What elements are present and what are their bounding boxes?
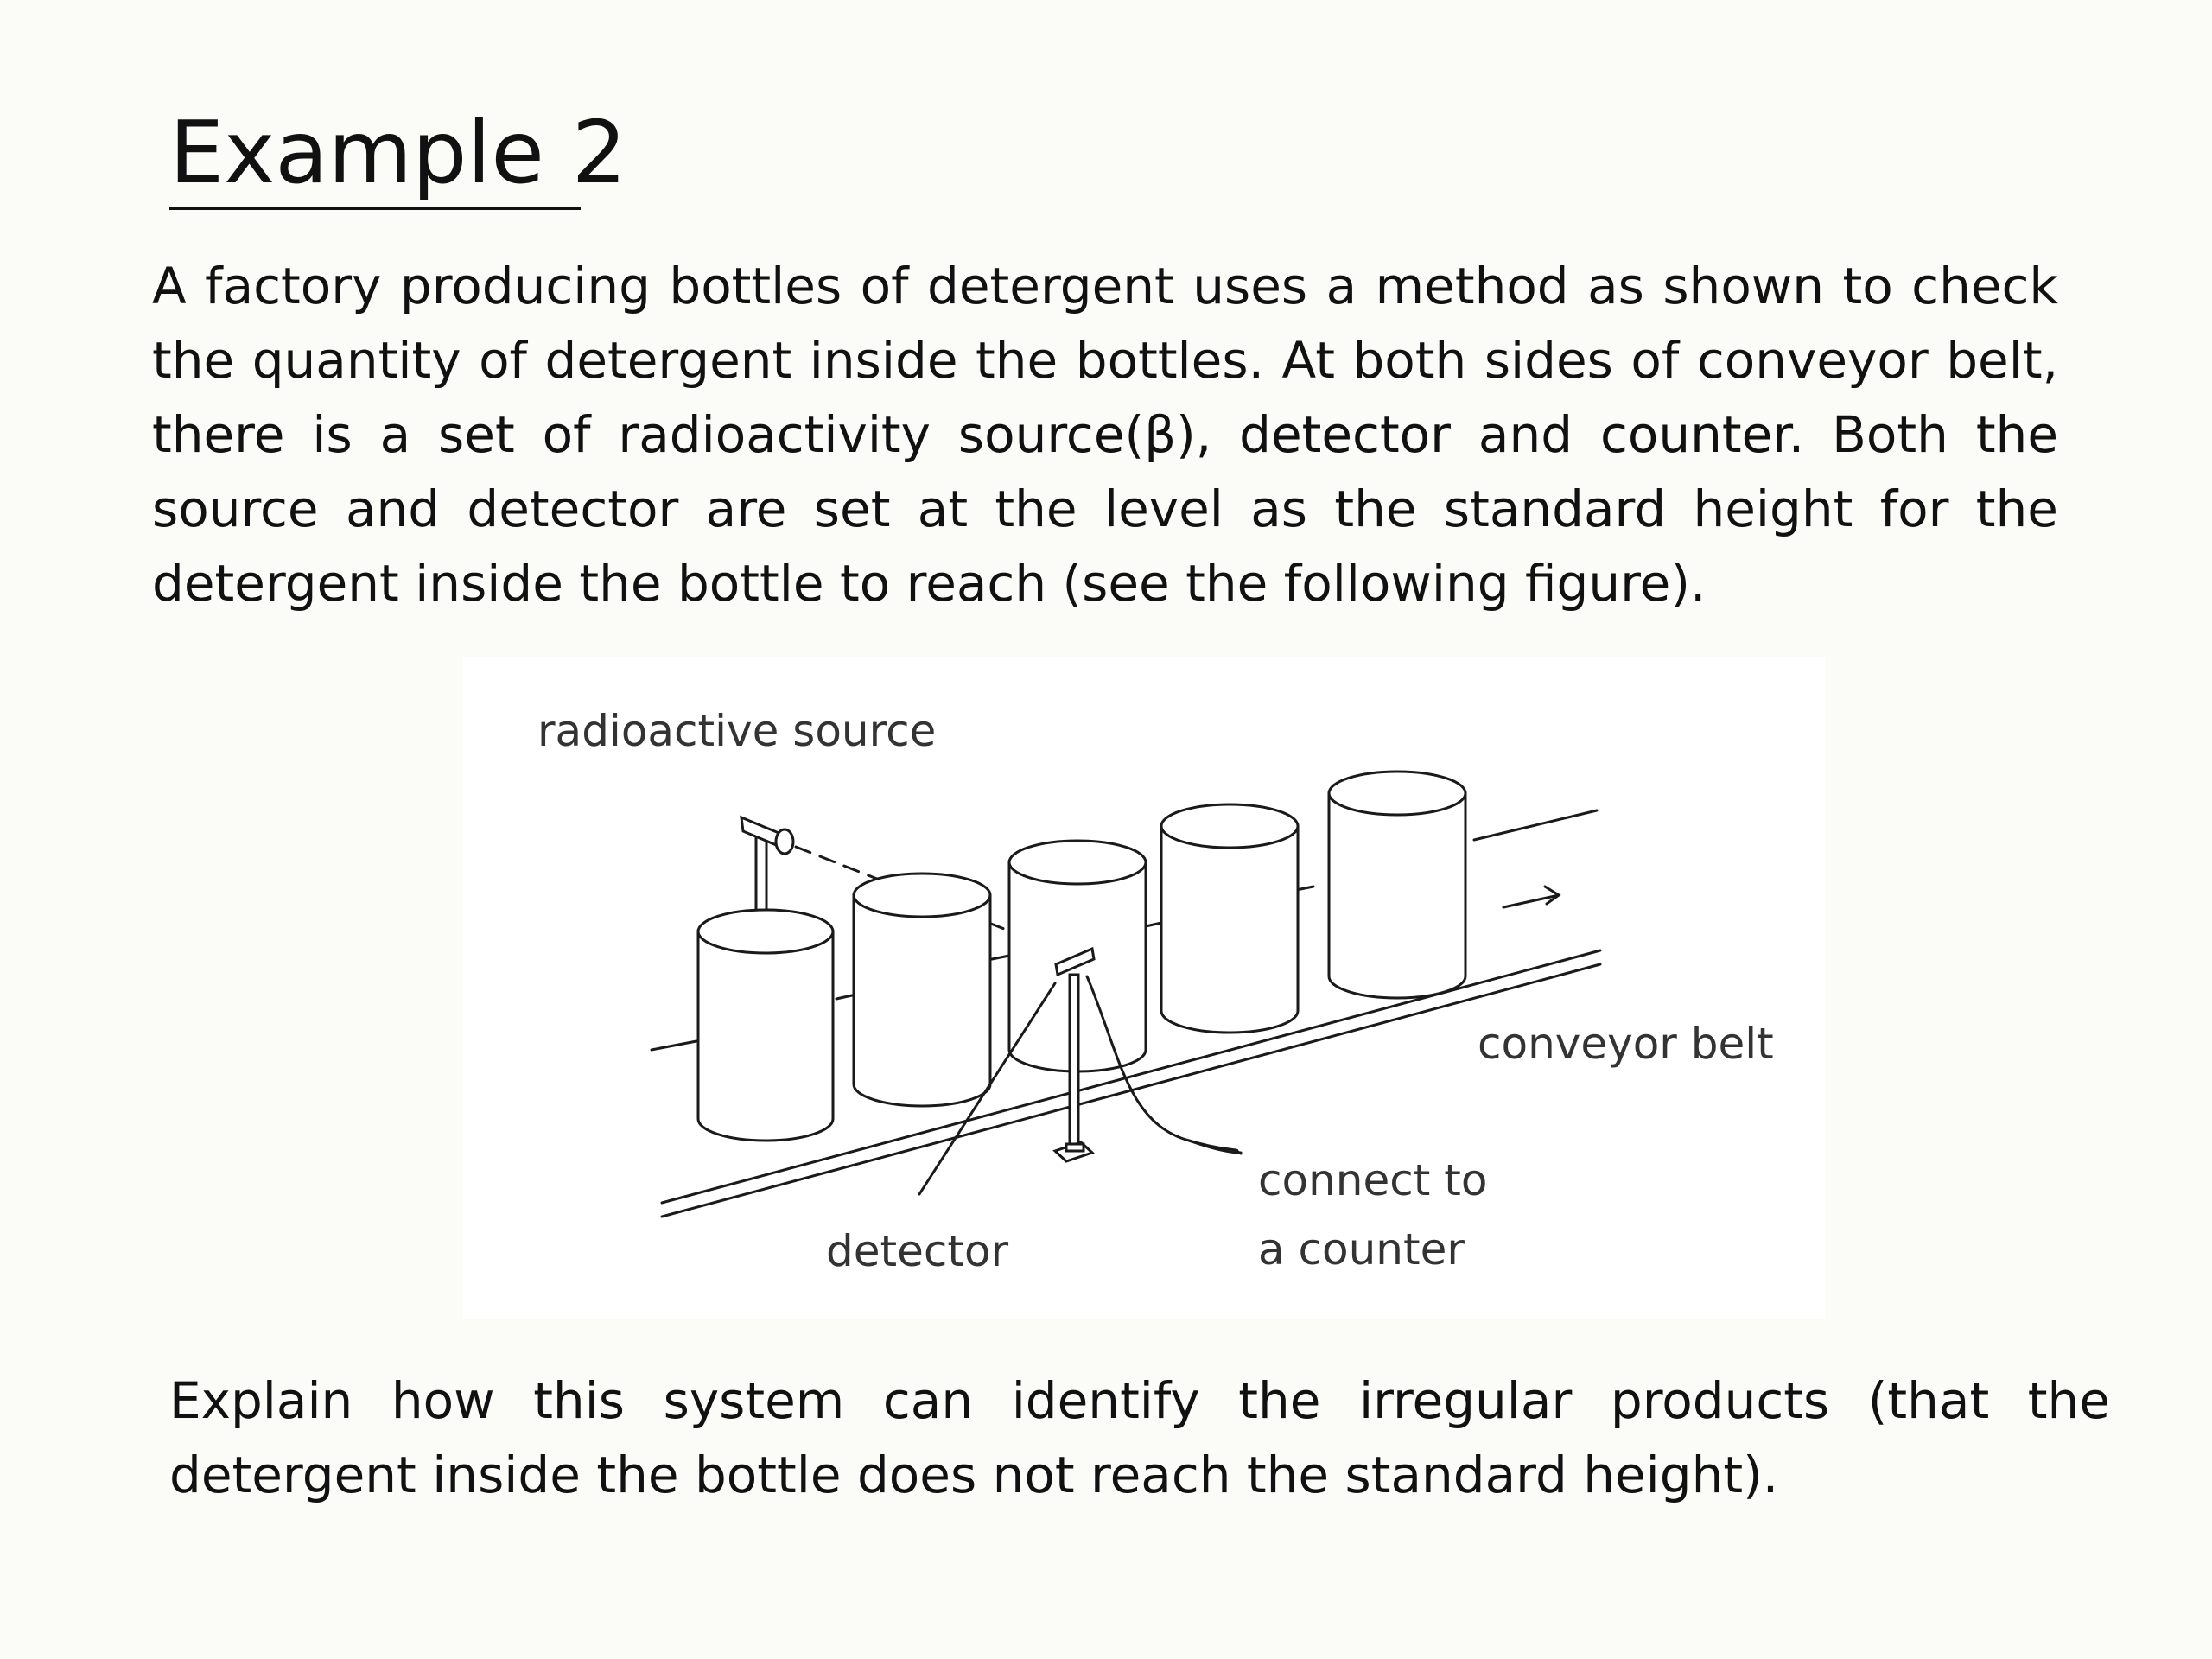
conveyor-figure (463, 657, 1825, 1319)
label-a-counter: a counter (1258, 1224, 1465, 1274)
problem-paragraph: A factory producing bottles of detergent uses a method as shown to check the quantity of detergent inside the bottles. At both sides of conveyor belt, there is a set of radioactivity source(β), detector and counter. Both the source and detector are set at the level as the standard height for the detergent inside the bottle to reach (see the following figure). (152, 257, 2058, 613)
label-radioactive-source: radioactive source (537, 706, 937, 756)
bottle (854, 874, 990, 1106)
slide-title: Example 2 (169, 102, 627, 203)
bottle (1161, 804, 1298, 1033)
label-conveyor-belt: conveyor belt (1478, 1019, 1774, 1069)
label-connect-to: connect to (1258, 1155, 1488, 1205)
bottle (698, 910, 833, 1141)
title-underline (169, 207, 581, 210)
direction-arrow (1503, 887, 1559, 907)
label-detector: detector (826, 1226, 1009, 1276)
radioactive-source-device (741, 817, 793, 916)
question-paragraph: Explain how this system can identify the irregular products (that the detergent inside the bottle does not reach the standard height). (169, 1371, 2110, 1504)
bottle (1329, 772, 1465, 998)
